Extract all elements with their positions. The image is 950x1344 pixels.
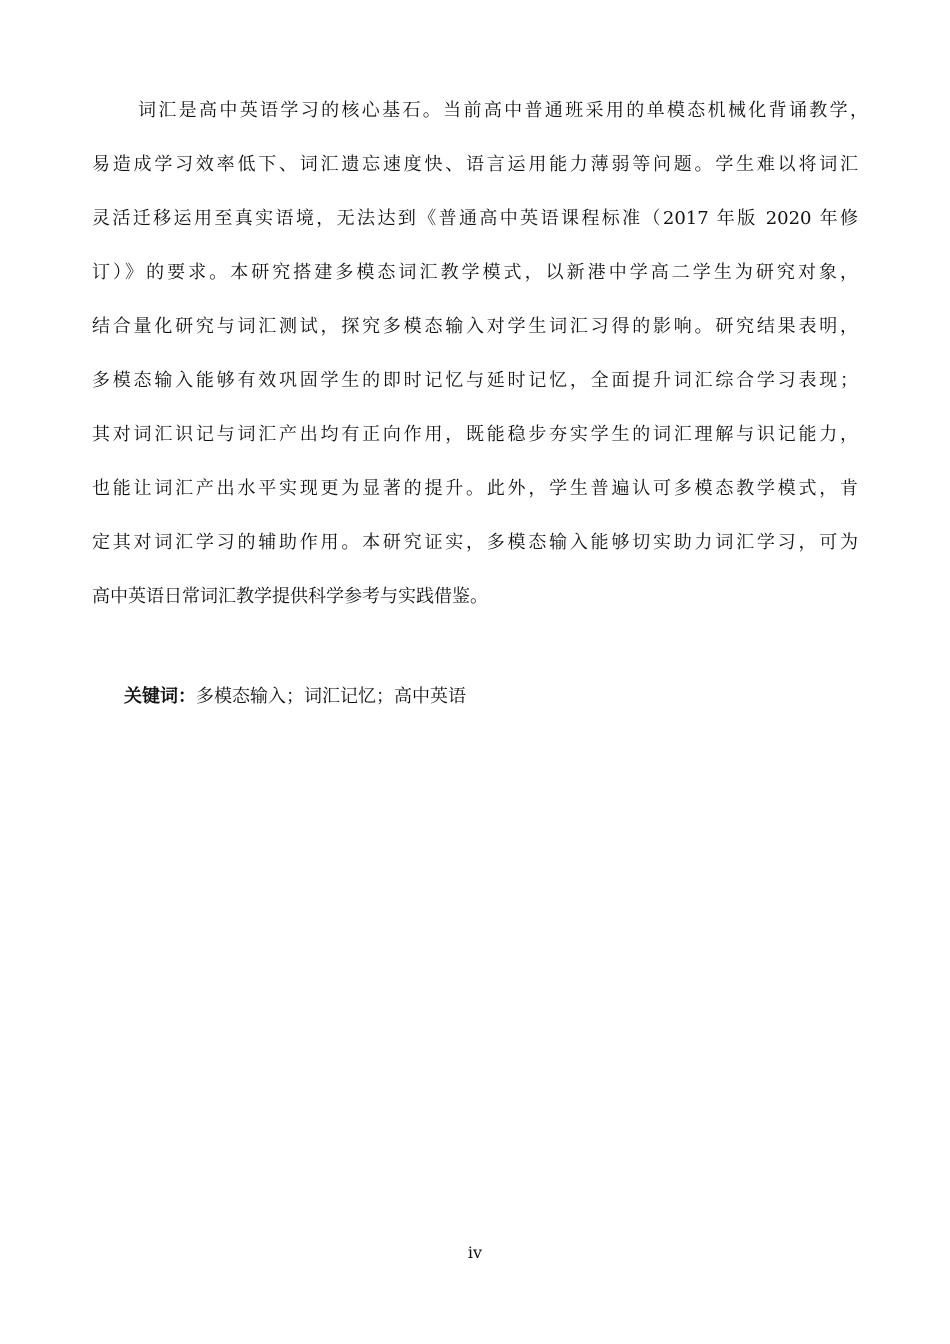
abstract-line: 结合量化研究与词汇测试，探究多模态输入对学生词汇习得的影响。研究结果表明， xyxy=(92,316,858,337)
keywords-row xyxy=(124,685,466,709)
keywords-text: 多模态输入；词汇记忆；高中英语 xyxy=(196,686,466,707)
page-number: iv xyxy=(467,1243,483,1262)
abstract-line: 也能让词汇产出水平实现更为显著的提升。此外，学生普遍认可多模态教学模式，肯 xyxy=(92,478,858,499)
keywords-label: 关键词： xyxy=(124,686,196,707)
abstract-line: 高中英语日常词汇教学提供科学参考与实践借鉴。 xyxy=(92,586,488,607)
abstract-line: 定其对词汇学习的辅助作用。本研究证实，多模态输入能够切实助力词汇学习，可为 xyxy=(92,532,858,553)
abstract-line: 灵活迁移运用至真实语境，无法达到《普通高中英语课程标准（2017 年版 2020 年修 xyxy=(92,208,858,229)
abstract-line: 其对词汇识记与词汇产出均有正向作用，既能稳步夯实学生的词汇理解与识记能力， xyxy=(92,424,858,445)
abstract-line: 易造成学习效率低下、词汇遗忘速度快、语言运用能力薄弱等问题。学生难以将词汇 xyxy=(92,154,858,175)
abstract-line: 多模态输入能够有效巩固学生的即时记忆与延时记忆，全面提升词汇综合学习表现； xyxy=(92,370,858,391)
abstract-line: 订）》的要求。本研究搭建多模态词汇教学模式，以新港中学高二学生为研究对象， xyxy=(92,262,858,283)
abstract-line: 词汇是高中英语学习的核心基石。当前高中普通班采用的单模态机械化背诵教学， xyxy=(138,100,868,121)
